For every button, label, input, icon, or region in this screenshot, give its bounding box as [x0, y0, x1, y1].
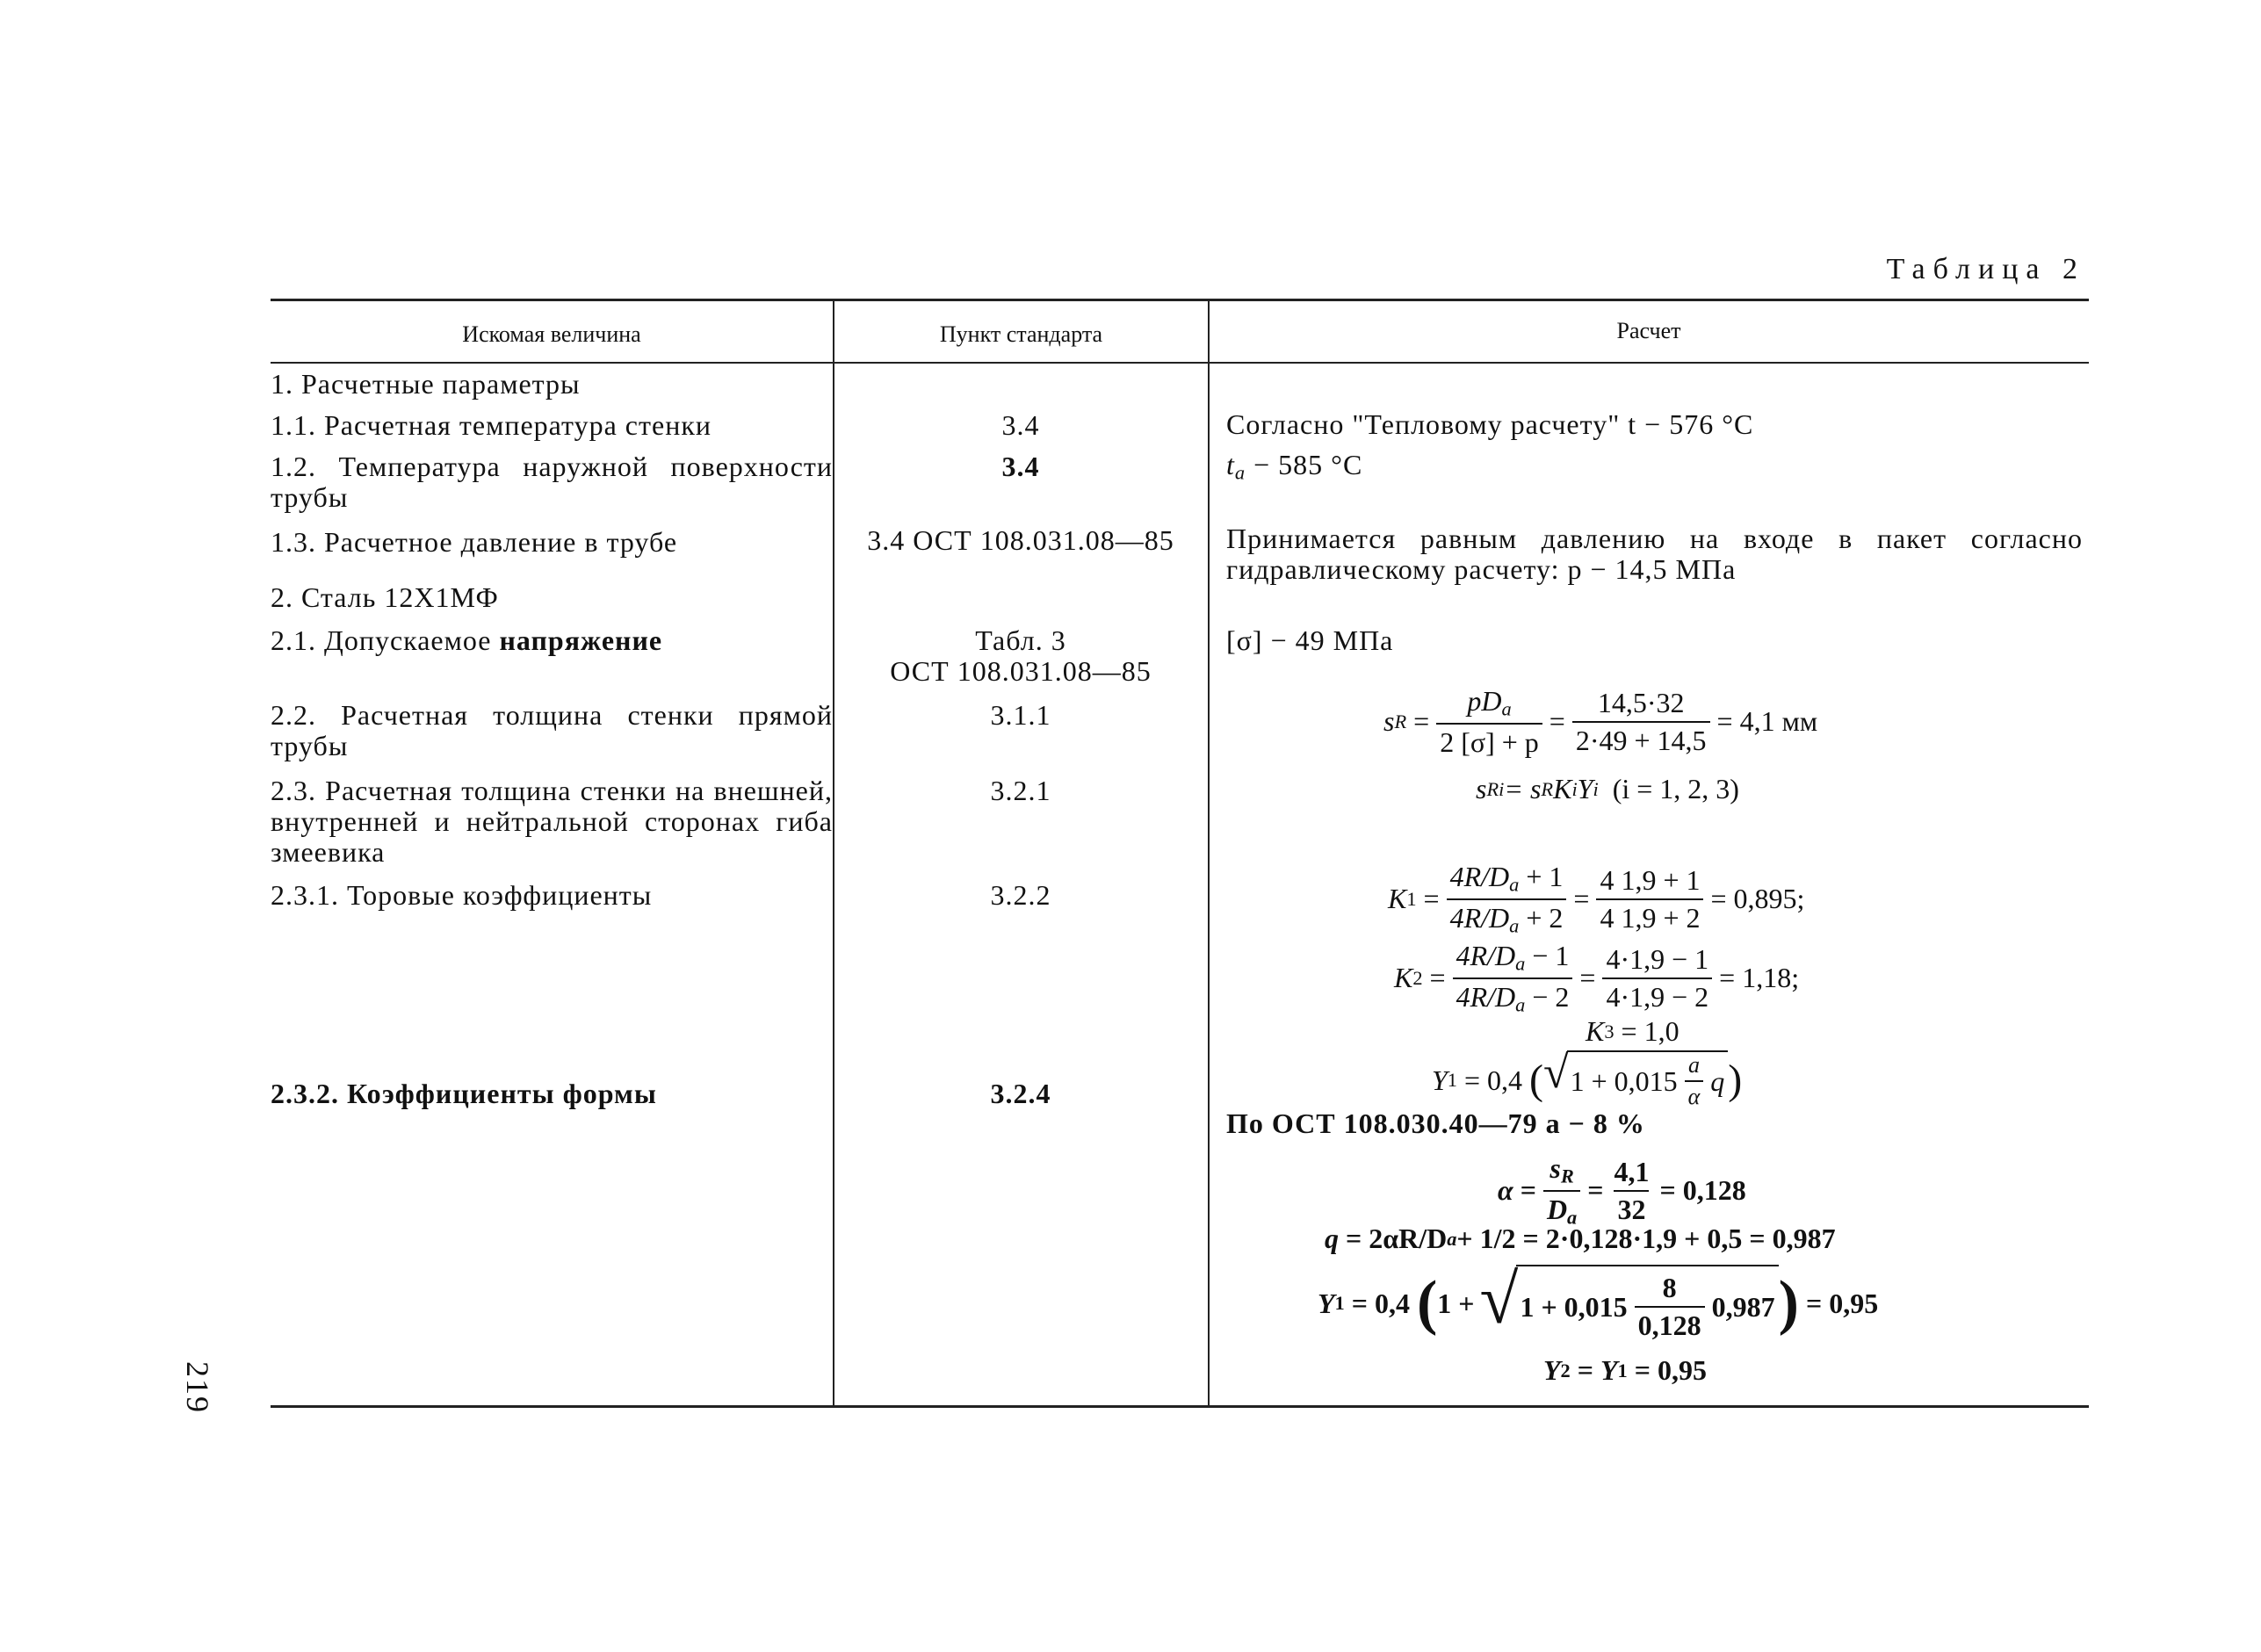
row-1-1-label: 1.1. Расчетная температура стенки [271, 409, 712, 441]
row-2-1-label: 2.1. Допускаемое напряжение [271, 624, 663, 656]
sqrt-symbol-large: √ 1 + 0,015 $\frac{8}{0,128}$ 0,987 [1480, 1265, 1779, 1342]
row-2-1-ref [836, 625, 1205, 687]
row-2-2-label: 2.2. Расчетная толщина стенки прямой трубы [271, 699, 833, 761]
formula-y1-general: Y 1 = 0,4 ( √ 1 + 0,015 $\frac{a}{\alpha}$ q ) [1432, 1048, 1743, 1109]
row-1-1-ref: 3.4 [1001, 409, 1040, 441]
row-2-3-2-ref: 3.2.4 [990, 1078, 1051, 1109]
header-bottom-rule [271, 362, 2089, 364]
formula-alpha: α = $\frac{s_R}{D_a}$ = $\frac{4,1}{32}$ = 0,128 [1498, 1152, 1746, 1229]
row-2-1-calc: [σ] − 49 МПа [1226, 624, 1394, 656]
row-2-label: 2. Сталь 12Х1МФ [271, 581, 499, 613]
column-divider-1 [833, 299, 834, 1407]
header-sought-value: Искомая величина [462, 321, 641, 347]
formula-k2: K 2 = $\frac{4R/D_a - 1}{4R/D_a - 2}$ = $\frac{4\cdot 1,9 - 1}{4\cdot 1,9 - 2}$ = 1,18; [1394, 940, 1800, 1016]
formula-y1-numeric: Y 1 = 0,4 ( 1 + √ 1 + 0,015 $\frac{8}{0,128}$ 0,987 ) = 0,95 [1318, 1261, 1879, 1341]
row-2-1-ref-line-2: ОСТ 108.031.08—85 [890, 655, 1152, 687]
row-1-2-ref: 3.4 [1001, 451, 1040, 482]
row-2-3-2-label: 2.3.2. Коэффициенты формы [271, 1078, 657, 1109]
row-1-3-label: 1.3. Расчетное давление в трубе [271, 526, 678, 558]
row-1-3-ref: 3.4 ОСТ 108.031.08—85 [867, 524, 1174, 556]
formula-q: q = 2αR/D a + 1/2 = 2·0,128·1,9 + 0,5 = 0,987 [1325, 1223, 1836, 1254]
ost-reference-line: По ОСТ 108.030.40—79 a − 8 % [1226, 1107, 1645, 1139]
row-2-3-label: 2.3. Расчетная толщина стенки на внешней, внутренней и нейтральной сторонах гиба змеевика [271, 775, 833, 868]
row-1-2-calc: $t_a - 585$ °С [1226, 449, 1363, 484]
formula-y2: Y 2 = Y 1 = 0,95 [1543, 1354, 1707, 1386]
row-1-label: 1. Расчетные параметры [271, 368, 581, 400]
table-caption: Таблица 2 [1886, 253, 2085, 285]
row-2-3-ref: 3.2.1 [990, 775, 1051, 806]
table-top-rule [271, 299, 2089, 301]
row-1-2-label: 1.2. Температура наружной поверхности трубы [271, 451, 833, 513]
sqrt-symbol: √ 1 + 0,015 $\frac{a}{\alpha}$ q [1543, 1050, 1728, 1110]
header-standard-clause: Пункт стандарта [939, 321, 1103, 347]
row-1-1-calc: Согласно "Тепловому расчету" t − 576 °С [1226, 408, 1754, 440]
formula-k3: K 3 = 1,0 [1586, 1015, 1679, 1047]
row-2-3-1-ref: 3.2.2 [990, 879, 1051, 911]
row-2-3-1-label: 2.3.1. Торовые коэффициенты [271, 879, 653, 911]
row-2-1-ref-line-1: Табл. 3 [975, 624, 1066, 656]
formula-sri: s Ri = s R K i Y i (i = 1, 2, 3) [1476, 773, 1739, 804]
formula-sr: s R = $\frac{pD_a}{2 [\sigma] + p}$ = $\frac{14,5\cdot 32}{2\cdot 49 + 14,5}$ = 4,1 мм [1383, 685, 1818, 758]
column-divider-2 [1208, 299, 1210, 1407]
row-2-2-ref: 3.1.1 [990, 699, 1051, 731]
page-number: 219 [180, 1361, 215, 1414]
row-1-3-calc: Принимается равным давлению на входе в пакет согласно гидравлическому расчету: p − 14,5 МПа [1226, 523, 2083, 585]
header-calculation: Расчет [1616, 318, 1681, 343]
table-bottom-rule [271, 1405, 2089, 1408]
formula-k1: K 1 = $\frac{4R/D_a + 1}{4R/D_a + 2}$ = $\frac{4 1,9 + 1}{4 1,9 + 2}$ = 0,895; [1388, 861, 1805, 937]
